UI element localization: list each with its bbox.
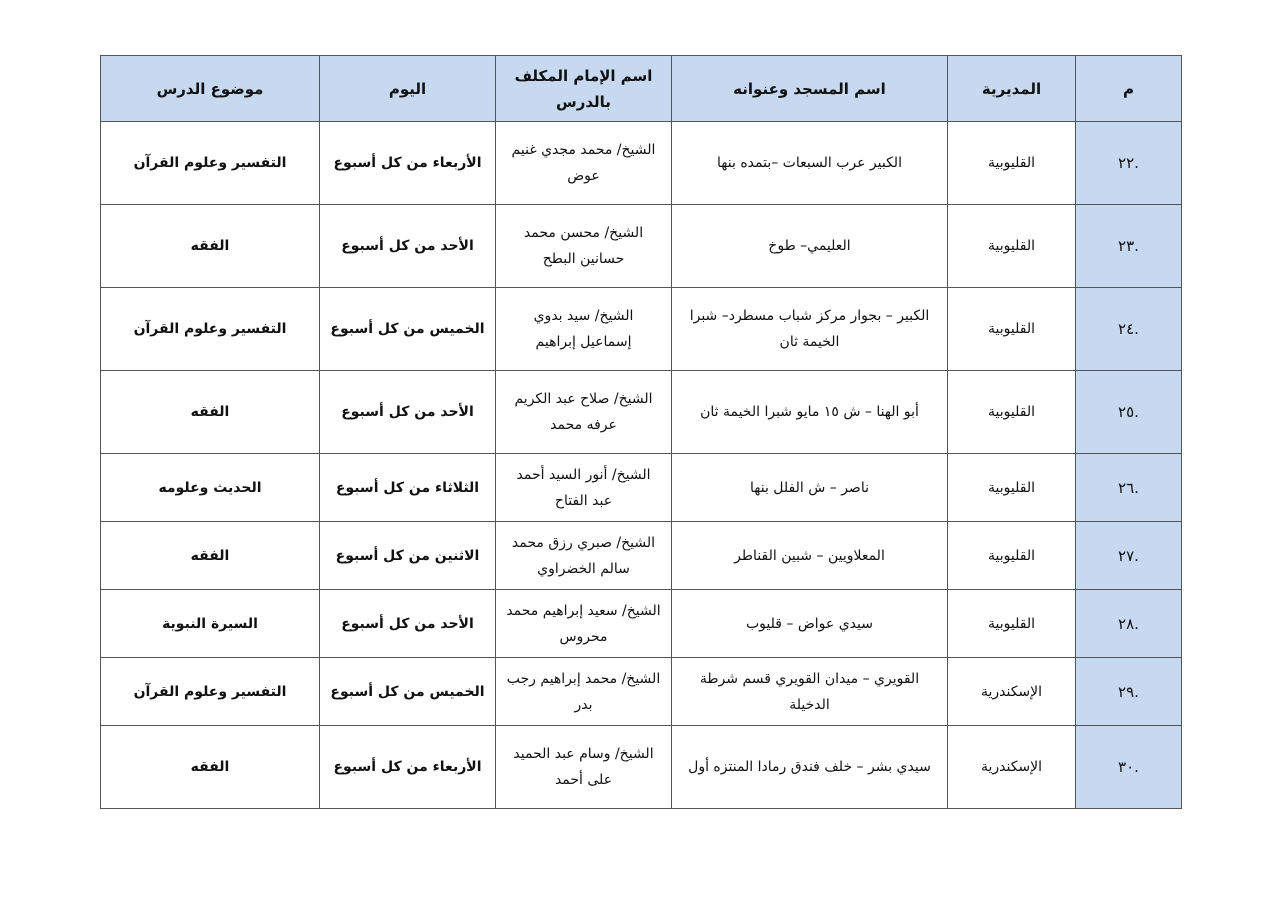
imam-cell: الشيخ/ محمد إبراهيم رجب بدر (496, 658, 672, 726)
directorate-cell: القليوبية (948, 371, 1076, 454)
imam-cell: الشيخ/ محمد مجدي غنيم عوض (496, 122, 672, 205)
mosque-cell: المعلاويين – شبين القناطر (672, 522, 948, 590)
directorate-cell: الإسكندرية (948, 726, 1076, 809)
row-number: .٢٦ (1076, 454, 1182, 522)
day-cell: الأربعاء من كل أسبوع (320, 122, 496, 205)
header-day: اليوم (320, 56, 496, 122)
table-row (101, 726, 1182, 809)
day-cell: الأحد من كل أسبوع (320, 371, 496, 454)
row-number: .٢٨ (1076, 590, 1182, 658)
subject-cell: التفسير وعلوم القرآن (101, 288, 320, 371)
mosque-cell: الكبير – بجوار مركز شباب مسطرد– شبرا الخيمة ثان (672, 288, 948, 371)
imam-cell: الشيخ/ محسن محمد حسانين البطح (496, 205, 672, 288)
mosque-cell: القويري – ميدان القويري قسم شرطة الدخيلة (672, 658, 948, 726)
mosque-cell: سيدي عواض – قليوب (672, 590, 948, 658)
day-cell: الاثنين من كل أسبوع (320, 522, 496, 590)
subject-cell: الفقه (101, 522, 320, 590)
imam-cell: الشيخ/ سعيد إبراهيم محمد محروس (496, 590, 672, 658)
header-imam: اسم الإمام المكلف بالدرس (496, 56, 672, 122)
mosque-cell: ناصر – ش الفلل بنها (672, 454, 948, 522)
directorate-cell: القليوبية (948, 590, 1076, 658)
subject-cell: الفقه (101, 371, 320, 454)
table-body (101, 122, 1182, 809)
directorate-cell: القليوبية (948, 522, 1076, 590)
mosque-cell: الكبير عرب السبعات –بتمده بنها (672, 122, 948, 205)
subject-cell: الفقه (101, 205, 320, 288)
table-row (101, 590, 1182, 658)
imam-cell: الشيخ/ سيد بدوي إسماعيل إبراهيم (496, 288, 672, 371)
directorate-cell: الإسكندرية (948, 658, 1076, 726)
imam-cell: الشيخ/ صلاح عبد الكريم عرفه محمد (496, 371, 672, 454)
mosque-cell: أبو الهنا – ش ١٥ مايو شبرا الخيمة ثان (672, 371, 948, 454)
row-number: .٢٩ (1076, 658, 1182, 726)
row-number: .٢٤ (1076, 288, 1182, 371)
lessons-table (100, 55, 1182, 809)
subject-cell: الفقه (101, 726, 320, 809)
directorate-cell: القليوبية (948, 205, 1076, 288)
table-row (101, 454, 1182, 522)
day-cell: الأحد من كل أسبوع (320, 205, 496, 288)
imam-cell: الشيخ/ وسام عبد الحميد على أحمد (496, 726, 672, 809)
mosque-cell: العليمي– طوخ (672, 205, 948, 288)
header-num: م (1076, 56, 1182, 122)
table-row (101, 371, 1182, 454)
row-number: .٢٢ (1076, 122, 1182, 205)
table-row (101, 122, 1182, 205)
day-cell: الثلاثاء من كل أسبوع (320, 454, 496, 522)
table-row (101, 522, 1182, 590)
directorate-cell: القليوبية (948, 288, 1076, 371)
row-number: .٢٣ (1076, 205, 1182, 288)
header-mosque: اسم المسجد وعنوانه (672, 56, 948, 122)
header-subject: موضوع الدرس (101, 56, 320, 122)
table-header (101, 56, 1182, 122)
row-number: .٢٧ (1076, 522, 1182, 590)
table-row (101, 288, 1182, 371)
mosque-cell: سيدي بشر – خلف فندق رمادا المنتزه أول (672, 726, 948, 809)
directorate-cell: القليوبية (948, 122, 1076, 205)
header-directorate: المديرية (948, 56, 1076, 122)
day-cell: الأحد من كل أسبوع (320, 590, 496, 658)
subject-cell: التفسير وعلوم القرآن (101, 658, 320, 726)
table-row (101, 658, 1182, 726)
imam-cell: الشيخ/ صبري رزق محمد سالم الخضراوي (496, 522, 672, 590)
subject-cell: التفسير وعلوم القرآن (101, 122, 320, 205)
subject-cell: الحديث وعلومه (101, 454, 320, 522)
row-number: .٣٠ (1076, 726, 1182, 809)
imam-cell: الشيخ/ أنور السيد أحمد عبد الفتاح (496, 454, 672, 522)
header-row (101, 56, 1182, 122)
day-cell: الخميس من كل أسبوع (320, 658, 496, 726)
subject-cell: السيرة النبوية (101, 590, 320, 658)
day-cell: الخميس من كل أسبوع (320, 288, 496, 371)
row-number: .٢٥ (1076, 371, 1182, 454)
directorate-cell: القليوبية (948, 454, 1076, 522)
table-row (101, 205, 1182, 288)
day-cell: الأربعاء من كل أسبوع (320, 726, 496, 809)
